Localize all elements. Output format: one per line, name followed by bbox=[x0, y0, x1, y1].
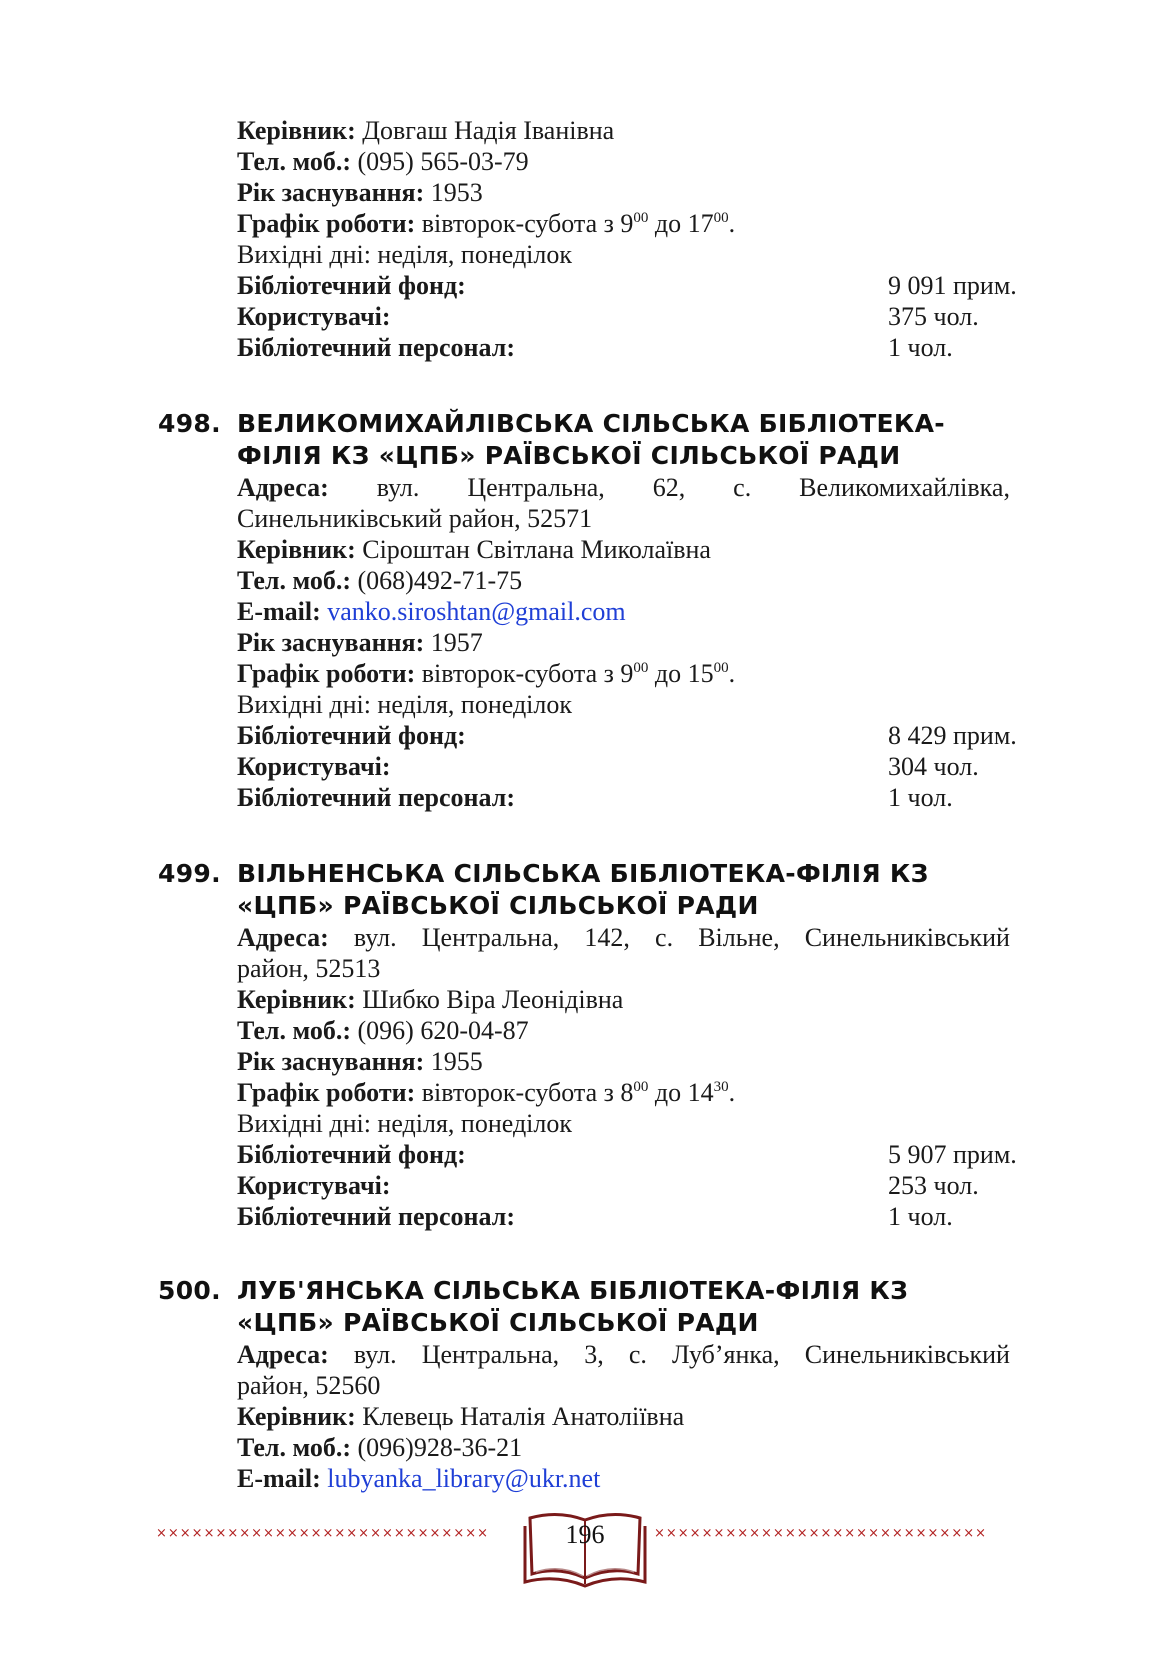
year-label: Рік заснування: bbox=[237, 178, 425, 207]
phone-value: (068)492-71-75 bbox=[357, 566, 523, 595]
staff-row bbox=[237, 332, 1010, 364]
address-word: вул. bbox=[353, 1340, 397, 1369]
address-row bbox=[237, 1339, 1010, 1371]
head-row bbox=[237, 1401, 1010, 1433]
phone-label: Тел. моб.: bbox=[237, 147, 352, 176]
year-row bbox=[237, 177, 1010, 209]
address-word: с. bbox=[733, 473, 752, 502]
users-value: 375 чол. bbox=[888, 302, 979, 331]
year-label: Рік заснування: bbox=[237, 628, 425, 657]
staff-row bbox=[237, 782, 1010, 814]
schedule-label: Графік роботи: bbox=[237, 659, 416, 688]
fund-value: 8 429 прим. bbox=[888, 721, 1017, 750]
users-label: Користувачі: bbox=[237, 752, 391, 781]
staff-label: Бібліотечний персонал: bbox=[237, 333, 515, 362]
address-word: 62, bbox=[652, 473, 686, 502]
schedule-from-minutes: 00 bbox=[633, 660, 649, 676]
address-line2: район, 52513 bbox=[237, 954, 381, 983]
staff-label: Бібліотечний персонал: bbox=[237, 1202, 515, 1231]
days-off: Вихідні дні: неділя, понеділок bbox=[237, 240, 573, 269]
phone-label: Тел. моб.: bbox=[237, 566, 352, 595]
head-row bbox=[237, 534, 1010, 566]
year-value: 1953 bbox=[430, 178, 483, 207]
schedule-to-minutes: 00 bbox=[713, 660, 729, 676]
head-label: Керівник: bbox=[237, 535, 356, 564]
year-row bbox=[237, 627, 1010, 659]
page-footer bbox=[0, 1500, 1170, 1590]
entry-number: 498. bbox=[158, 409, 221, 438]
entry-title-line1: ЛУБ'ЯНСЬКА СІЛЬСЬКА БІБЛІОТЕКА-ФІЛІЯ КЗ bbox=[237, 1276, 909, 1305]
ornament-left: ×××××××××××××××××××××××××××× bbox=[156, 1526, 489, 1541]
schedule-to-minutes: 00 bbox=[713, 210, 729, 226]
address-row bbox=[237, 472, 1010, 504]
days-off: Вихідні дні: неділя, понеділок bbox=[237, 690, 573, 719]
fund-value: 5 907 прим. bbox=[888, 1140, 1017, 1169]
head-row bbox=[237, 115, 1010, 147]
entry-number: 500. bbox=[158, 1276, 221, 1305]
schedule-end: . bbox=[728, 1078, 736, 1107]
schedule-row bbox=[237, 1077, 1010, 1109]
email-row bbox=[237, 1463, 1010, 1495]
ornament-right: ×××××××××××××××××××××××××××× bbox=[654, 1526, 987, 1541]
address-label: Адреса: bbox=[237, 1340, 329, 1369]
head-value: Довгаш Надія Іванівна bbox=[362, 116, 615, 145]
schedule-text: вівторок-субота з 8 bbox=[421, 1078, 634, 1107]
address-line2: район, 52560 bbox=[237, 1371, 381, 1400]
phone-label: Тел. моб.: bbox=[237, 1433, 352, 1462]
year-value: 1957 bbox=[430, 628, 483, 657]
schedule-mid: до 15 bbox=[648, 659, 714, 688]
address-word: Центральна, bbox=[421, 923, 560, 952]
fund-value: 9 091 прим. bbox=[888, 271, 1017, 300]
schedule-mid: до 17 bbox=[648, 209, 714, 238]
entry-title bbox=[158, 408, 945, 440]
users-row bbox=[237, 751, 1010, 783]
head-value: Шибко Віра Леонідівна bbox=[362, 985, 624, 1014]
entry-number: 499. bbox=[158, 859, 221, 888]
entry-title bbox=[158, 858, 929, 890]
address-word: вул. bbox=[353, 923, 397, 952]
email-link[interactable]: lubyanka_library@ukr.net bbox=[327, 1464, 601, 1493]
fund-label: Бібліотечний фонд: bbox=[237, 1140, 466, 1169]
address-word: с. bbox=[655, 923, 674, 952]
head-value: Клевець Наталія Анатоліївна bbox=[362, 1402, 685, 1431]
email-label: E-mail: bbox=[237, 597, 321, 626]
address-label: Адреса: bbox=[237, 923, 329, 952]
phone-row bbox=[237, 1015, 1010, 1047]
schedule-to-minutes: 30 bbox=[713, 1079, 729, 1095]
address-word: Великомихайлівка, bbox=[799, 473, 1010, 502]
entry-title bbox=[158, 1275, 908, 1307]
address-word: Вільне, bbox=[698, 923, 780, 952]
email-link[interactable]: vanko.siroshtan@gmail.com bbox=[327, 597, 626, 626]
fund-label: Бібліотечний фонд: bbox=[237, 271, 466, 300]
staff-value: 1 чол. bbox=[888, 333, 953, 362]
users-label: Користувачі: bbox=[237, 1171, 391, 1200]
address-word: вул. bbox=[376, 473, 420, 502]
fund-row bbox=[237, 270, 1017, 302]
address-word: 142, bbox=[584, 923, 630, 952]
staff-row bbox=[237, 1201, 1010, 1233]
schedule-end: . bbox=[728, 659, 736, 688]
entry-title-line1: ВЕЛИКОМИХАЙЛІВСЬКА СІЛЬСЬКА БІБЛІОТЕКА- bbox=[237, 409, 945, 438]
staff-value: 1 чол. bbox=[888, 783, 953, 812]
address-word: с. bbox=[628, 1340, 647, 1369]
address-word: Центральна, bbox=[467, 473, 605, 502]
address-word: 3, bbox=[584, 1340, 604, 1369]
page-number: 196 bbox=[565, 1520, 605, 1549]
schedule-row bbox=[237, 208, 1010, 240]
phone-row bbox=[237, 565, 1010, 597]
head-label: Керівник: bbox=[237, 116, 356, 145]
head-row bbox=[237, 984, 1010, 1016]
users-value: 253 чол. bbox=[888, 1171, 979, 1200]
schedule-from-minutes: 00 bbox=[633, 210, 649, 226]
phone-label: Тел. моб.: bbox=[237, 1016, 352, 1045]
days-off: Вихідні дні: неділя, понеділок bbox=[237, 1109, 573, 1138]
year-row bbox=[237, 1046, 1010, 1078]
year-label: Рік заснування: bbox=[237, 1047, 425, 1076]
phone-value: (095) 565-03-79 bbox=[357, 147, 529, 176]
entry-title-line2: ФІЛІЯ КЗ «ЦПБ» РАЇВСЬКОЇ СІЛЬСЬКОЇ РАДИ bbox=[237, 441, 901, 470]
schedule-row bbox=[237, 658, 1010, 690]
email-row bbox=[237, 596, 1010, 628]
address-line2: Синельниківський район, 52571 bbox=[237, 504, 593, 533]
users-label: Користувачі: bbox=[237, 302, 391, 331]
users-value: 304 чол. bbox=[888, 752, 979, 781]
address-word: Центральна, bbox=[421, 1340, 560, 1369]
phone-value: (096)928-36-21 bbox=[357, 1433, 523, 1462]
users-row bbox=[237, 1170, 1010, 1202]
schedule-label: Графік роботи: bbox=[237, 1078, 416, 1107]
staff-label: Бібліотечний персонал: bbox=[237, 783, 515, 812]
entry-title-line2: «ЦПБ» РАЇВСЬКОЇ СІЛЬСЬКОЇ РАДИ bbox=[237, 1308, 759, 1337]
head-value: Сіроштан Світлана Миколаївна bbox=[362, 535, 711, 564]
phone-row bbox=[237, 1432, 1010, 1464]
address-word: Синельниківський bbox=[804, 923, 1010, 952]
staff-value: 1 чол. bbox=[888, 1202, 953, 1231]
phone-value: (096) 620-04-87 bbox=[357, 1016, 529, 1045]
head-label: Керівник: bbox=[237, 1402, 356, 1431]
fund-label: Бібліотечний фонд: bbox=[237, 721, 466, 750]
address-row bbox=[237, 922, 1010, 954]
users-row bbox=[237, 301, 1010, 333]
head-label: Керівник: bbox=[237, 985, 356, 1014]
fund-row bbox=[237, 1139, 1017, 1171]
address-word: Луб’янка, bbox=[671, 1340, 780, 1369]
year-value: 1955 bbox=[430, 1047, 483, 1076]
schedule-text: вівторок-субота з 9 bbox=[421, 659, 634, 688]
schedule-end: . bbox=[728, 209, 736, 238]
schedule-mid: до 14 bbox=[648, 1078, 714, 1107]
address-label: Адреса: bbox=[237, 473, 329, 502]
address-word: Синельниківський bbox=[804, 1340, 1010, 1369]
phone-row bbox=[237, 146, 1010, 178]
schedule-text: вівторок-субота з 9 bbox=[421, 209, 634, 238]
fund-row bbox=[237, 720, 1017, 752]
schedule-label: Графік роботи: bbox=[237, 209, 416, 238]
schedule-from-minutes: 00 bbox=[633, 1079, 649, 1095]
entry-title-line2: «ЦПБ» РАЇВСЬКОЇ СІЛЬСЬКОЇ РАДИ bbox=[237, 891, 759, 920]
email-label: E-mail: bbox=[237, 1464, 321, 1493]
entry-title-line1: ВІЛЬНЕНСЬКА СІЛЬСЬКА БІБЛІОТЕКА-ФІЛІЯ КЗ bbox=[237, 859, 929, 888]
